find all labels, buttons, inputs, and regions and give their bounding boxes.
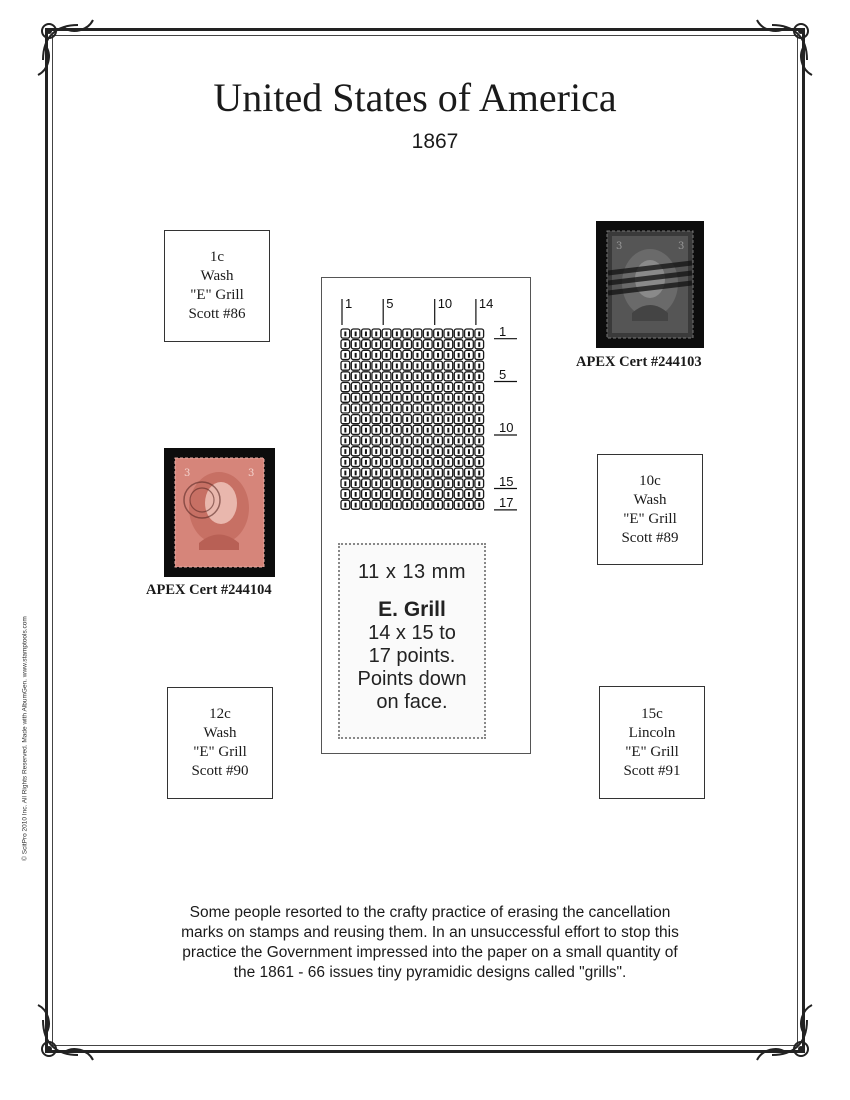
grill-point-center bbox=[416, 406, 418, 411]
stamp-scott-number: Scott #90 bbox=[191, 763, 249, 779]
grill-point-center bbox=[396, 353, 398, 358]
ruler-label-row: 10 bbox=[499, 420, 514, 435]
ruler-label-column: 1 bbox=[345, 296, 353, 311]
grill-point-center bbox=[355, 342, 357, 347]
grill-point-center bbox=[447, 439, 449, 444]
grill-point-center bbox=[447, 342, 449, 347]
grill-point-center bbox=[375, 428, 377, 433]
grill-point-center bbox=[375, 481, 377, 486]
grill-point-center bbox=[427, 342, 429, 347]
grill-point-center bbox=[458, 396, 460, 401]
grill-point-center bbox=[416, 503, 418, 508]
grill-point-center bbox=[427, 460, 429, 465]
grill-point-center bbox=[416, 439, 418, 444]
footer-paragraph bbox=[150, 903, 710, 983]
grill-point-center bbox=[427, 406, 429, 411]
grill-point-center bbox=[344, 364, 346, 369]
grill-point-center bbox=[386, 449, 388, 454]
grill-point-center bbox=[416, 364, 418, 369]
stamp-scott-number: Scott #89 bbox=[621, 529, 679, 546]
grill-point-center bbox=[447, 460, 449, 465]
grill-point-center bbox=[406, 364, 408, 369]
grill-point-center bbox=[396, 492, 398, 497]
grill-point-center bbox=[375, 342, 377, 347]
grill-point-center bbox=[375, 439, 377, 444]
grill-point-center bbox=[365, 460, 367, 465]
grill-point-center bbox=[365, 406, 367, 411]
grill-point-center bbox=[344, 332, 346, 337]
grill-point-center bbox=[437, 385, 439, 390]
grill-point-center bbox=[447, 374, 449, 379]
grill-point-center bbox=[355, 492, 357, 497]
grill-point-center bbox=[355, 417, 357, 422]
grill-point-center bbox=[365, 364, 367, 369]
grill-point-center bbox=[447, 449, 449, 454]
grill-point-center bbox=[355, 374, 357, 379]
grill-point-center bbox=[478, 492, 480, 497]
grill-point-center bbox=[355, 481, 357, 486]
ruler-label-row: 15 bbox=[499, 473, 514, 489]
grill-point-center bbox=[468, 396, 470, 401]
grill-point-center bbox=[386, 374, 388, 379]
grill-point-center bbox=[386, 353, 388, 358]
grill-point-center bbox=[437, 492, 439, 497]
grill-point-center bbox=[447, 492, 449, 497]
stamp-scott-number: Scott #91 bbox=[623, 762, 681, 779]
grill-point-center bbox=[386, 364, 388, 369]
grill-point-center bbox=[458, 364, 460, 369]
grill-point-center bbox=[437, 396, 439, 401]
grill-point-center bbox=[386, 460, 388, 465]
grill-point-center bbox=[355, 471, 357, 476]
grill-point-center bbox=[344, 417, 346, 422]
grill-point-center bbox=[386, 428, 388, 433]
grill-point-center bbox=[386, 417, 388, 422]
grill-point-center bbox=[396, 460, 398, 465]
grill-point-center bbox=[437, 471, 439, 476]
grill-point-center bbox=[447, 503, 449, 508]
grill-point-center bbox=[416, 332, 418, 337]
grill-point-center bbox=[344, 353, 346, 358]
grill-point-center bbox=[468, 449, 470, 454]
grill-size: 11 x 13 mm bbox=[358, 561, 466, 583]
grill-point-center bbox=[478, 481, 480, 486]
grill-point-center bbox=[386, 503, 388, 508]
grill-point-center bbox=[416, 353, 418, 358]
grill-point-center bbox=[355, 353, 357, 358]
svg-text:3: 3 bbox=[184, 468, 191, 479]
grill-point-center bbox=[375, 460, 377, 465]
grill-point-center bbox=[344, 503, 346, 508]
grill-point-center bbox=[406, 374, 408, 379]
stamp-engraving-rose bbox=[164, 448, 275, 577]
stamp-scott-number: Scott #86 bbox=[188, 306, 246, 322]
stamp-grill: "E" Grill bbox=[193, 744, 247, 760]
grill-point-center bbox=[396, 364, 398, 369]
grill-point-center bbox=[396, 471, 398, 476]
grill-point-center bbox=[468, 460, 470, 465]
grill-point-center bbox=[447, 332, 449, 337]
grill-point-center bbox=[386, 332, 388, 337]
ruler-label-column: 14 bbox=[478, 296, 494, 311]
grill-point-center bbox=[406, 342, 408, 347]
grill-point-center bbox=[365, 481, 367, 486]
grill-point-center bbox=[458, 374, 460, 379]
grill-point-center bbox=[396, 342, 398, 347]
grill-point-center bbox=[468, 385, 470, 390]
grill-point-center bbox=[416, 471, 418, 476]
grill-point-center bbox=[375, 449, 377, 454]
grill-point-center bbox=[478, 428, 480, 433]
grill-desc-line: on face. bbox=[376, 691, 448, 713]
grill-point-center bbox=[355, 332, 357, 337]
grill-point-center bbox=[478, 471, 480, 476]
stamp-denomination: 1c bbox=[209, 249, 225, 265]
grill-point-center bbox=[416, 396, 418, 401]
grill-desc-line: Points down bbox=[357, 668, 467, 690]
grill-point-center bbox=[458, 481, 460, 486]
grill-point-center bbox=[437, 353, 439, 358]
grill-point-center bbox=[344, 460, 346, 465]
stamp-image-rose bbox=[164, 448, 275, 577]
footer-line: marks on stamps and reusing them. In an unsuccessful effort to stop this bbox=[181, 924, 679, 941]
grill-point-center bbox=[365, 503, 367, 508]
grill-point-center bbox=[344, 428, 346, 433]
grill-point-center bbox=[344, 449, 346, 454]
grill-point-center bbox=[406, 353, 408, 358]
grill-point-center bbox=[344, 406, 346, 411]
grill-point-center bbox=[437, 417, 439, 422]
grill-point-center bbox=[406, 428, 408, 433]
grill-point-center bbox=[375, 492, 377, 497]
grill-point-center bbox=[386, 385, 388, 390]
grill-point-center bbox=[344, 471, 346, 476]
grill-point-center bbox=[355, 385, 357, 390]
grill-point-center bbox=[365, 449, 367, 454]
grill-point-center bbox=[375, 406, 377, 411]
grill-point-center bbox=[375, 471, 377, 476]
grill-point-center bbox=[396, 439, 398, 444]
grill-point-center bbox=[416, 417, 418, 422]
grill-point-center bbox=[375, 396, 377, 401]
grill-point-center bbox=[365, 396, 367, 401]
grill-point-center bbox=[365, 342, 367, 347]
grill-point-center bbox=[437, 342, 439, 347]
grill-point-center bbox=[478, 374, 480, 379]
grill-point-center bbox=[355, 396, 357, 401]
stamp-name: Wash bbox=[633, 491, 667, 508]
grill-point-center bbox=[396, 406, 398, 411]
grill-point-center bbox=[365, 428, 367, 433]
grill-point-center bbox=[468, 374, 470, 379]
grill-point-center bbox=[478, 460, 480, 465]
grill-point-center bbox=[375, 364, 377, 369]
grill-point-center bbox=[416, 449, 418, 454]
grill-point-center bbox=[344, 374, 346, 379]
grill-point-center bbox=[427, 332, 429, 337]
grill-point-center bbox=[355, 364, 357, 369]
grill-point-center bbox=[468, 406, 470, 411]
grill-point-center bbox=[468, 342, 470, 347]
grill-point-center bbox=[478, 342, 480, 347]
grill-point-center bbox=[386, 481, 388, 486]
grill-point-center bbox=[396, 374, 398, 379]
stamp-denomination: 12c bbox=[209, 706, 231, 722]
grill-point-center bbox=[406, 492, 408, 497]
footer-line: the 1861 - 66 issues tiny pyramidic designs called "grills". bbox=[233, 964, 627, 981]
grill-point-center bbox=[468, 439, 470, 444]
grill-point-center bbox=[386, 406, 388, 411]
grill-point-center bbox=[396, 503, 398, 508]
stamp-name: Wash bbox=[203, 725, 237, 741]
grill-point-center bbox=[437, 374, 439, 379]
grill-point-center bbox=[365, 374, 367, 379]
grill-point-center bbox=[437, 503, 439, 508]
grill-point-center bbox=[478, 406, 480, 411]
grill-point-center bbox=[406, 449, 408, 454]
grill-point-center bbox=[478, 396, 480, 401]
stamp-engraving-black bbox=[596, 221, 704, 348]
grill-point-center bbox=[458, 449, 460, 454]
grill-point-center bbox=[344, 385, 346, 390]
grill-point-center bbox=[416, 492, 418, 497]
grill-point-center bbox=[355, 439, 357, 444]
grill-point-center bbox=[427, 364, 429, 369]
grill-point-center bbox=[396, 332, 398, 337]
grill-point-center bbox=[427, 439, 429, 444]
svg-text:3: 3 bbox=[616, 241, 623, 252]
grill-point-center bbox=[437, 439, 439, 444]
stamp-name: Wash bbox=[200, 268, 234, 284]
grill-point-center bbox=[355, 460, 357, 465]
grill-point-center bbox=[447, 481, 449, 486]
cert-label-black-stamp: APEX Cert #244103 bbox=[576, 354, 702, 370]
grill-point-center bbox=[416, 342, 418, 347]
svg-text:3: 3 bbox=[248, 468, 255, 479]
grill-point-center bbox=[437, 406, 439, 411]
grill-point-center bbox=[478, 385, 480, 390]
ruler-label-row: 5 bbox=[499, 366, 507, 382]
grill-point-center bbox=[458, 460, 460, 465]
corner-ornament-bottom-left bbox=[33, 995, 103, 1065]
grill-name: E. Grill bbox=[378, 598, 446, 621]
grill-point-center bbox=[375, 503, 377, 508]
grill-point-center bbox=[427, 449, 429, 454]
grill-point-center bbox=[406, 439, 408, 444]
stamp-denomination: 15c bbox=[641, 705, 663, 722]
grill-point-center bbox=[406, 332, 408, 337]
ruler-label-column: 5 bbox=[386, 296, 394, 311]
grill-point-center bbox=[416, 460, 418, 465]
grill-point-center bbox=[478, 364, 480, 369]
grill-point-center bbox=[406, 385, 408, 390]
stamp-grill: "E" Grill bbox=[623, 510, 677, 527]
grill-point-center bbox=[416, 428, 418, 433]
stamp-name: Lincoln bbox=[628, 724, 676, 741]
grill-point-center bbox=[478, 417, 480, 422]
grill-point-center bbox=[375, 332, 377, 337]
grill-point-center bbox=[375, 353, 377, 358]
grill-point-center bbox=[396, 417, 398, 422]
grill-point-center bbox=[355, 428, 357, 433]
page-title: United States of America bbox=[213, 75, 617, 120]
grill-point-center bbox=[365, 353, 367, 358]
grill-point-center bbox=[386, 439, 388, 444]
grill-point-center bbox=[447, 396, 449, 401]
grill-point-center bbox=[458, 385, 460, 390]
cert-label-rose-stamp: APEX Cert #244104 bbox=[146, 582, 272, 598]
ruler-label-row: 17 bbox=[499, 494, 514, 510]
grill-point-center bbox=[375, 374, 377, 379]
grill-point-center bbox=[468, 417, 470, 422]
grill-point-center bbox=[478, 449, 480, 454]
grill-desc-line: 17 points. bbox=[368, 645, 456, 667]
grill-point-center bbox=[355, 449, 357, 454]
stamp-mount-scott-90 bbox=[167, 687, 273, 799]
grill-point-center bbox=[458, 417, 460, 422]
grill-desc-line: 14 x 15 to bbox=[368, 622, 456, 644]
stamp-mount-scott-86 bbox=[164, 230, 270, 342]
stamp-denomination: 10c bbox=[639, 472, 661, 489]
footer-line: Some people resorted to the crafty practice of erasing the cancellation bbox=[189, 904, 671, 921]
footer-line: practice the Government impressed into the paper on a small quantity of bbox=[182, 944, 678, 961]
grill-point-center bbox=[478, 439, 480, 444]
grill-point-center bbox=[468, 353, 470, 358]
grill-point-center bbox=[427, 481, 429, 486]
grill-point-center bbox=[427, 353, 429, 358]
grill-info-card bbox=[338, 543, 486, 739]
stamp-mount-scott-89 bbox=[597, 454, 703, 565]
grill-point-center bbox=[406, 417, 408, 422]
grill-point-center bbox=[468, 492, 470, 497]
grill-point-center bbox=[437, 364, 439, 369]
grill-point-center bbox=[458, 492, 460, 497]
grill-point-center bbox=[396, 385, 398, 390]
grill-point-center bbox=[396, 396, 398, 401]
grill-point-center bbox=[365, 471, 367, 476]
grill-point-center bbox=[396, 449, 398, 454]
grill-point-center bbox=[468, 364, 470, 369]
grill-point-center bbox=[344, 396, 346, 401]
grill-point-center bbox=[344, 439, 346, 444]
ruler-label-row: 1 bbox=[499, 323, 507, 339]
grill-point-center bbox=[427, 492, 429, 497]
grill-point-center bbox=[375, 385, 377, 390]
grill-point-center bbox=[365, 492, 367, 497]
grill-point-center bbox=[458, 332, 460, 337]
grill-point-center bbox=[344, 492, 346, 497]
grill-point-center bbox=[468, 471, 470, 476]
grill-point-center bbox=[458, 428, 460, 433]
grill-point-center bbox=[416, 385, 418, 390]
stamp-grill: "E" Grill bbox=[625, 743, 679, 760]
grill-point-center bbox=[458, 439, 460, 444]
grill-point-center bbox=[468, 481, 470, 486]
grill-point-center bbox=[447, 385, 449, 390]
grill-point-center bbox=[355, 406, 357, 411]
corner-ornament-bottom-right bbox=[747, 995, 817, 1065]
grill-point-center bbox=[458, 342, 460, 347]
grill-point-center bbox=[458, 406, 460, 411]
grill-point-center bbox=[365, 417, 367, 422]
grill-point-center bbox=[344, 481, 346, 486]
ruler-label-column: 10 bbox=[437, 296, 453, 311]
grill-point-center bbox=[365, 439, 367, 444]
grill-point-center bbox=[375, 417, 377, 422]
grill-point-center bbox=[427, 417, 429, 422]
grill-point-center bbox=[478, 503, 480, 508]
grill-point-center bbox=[447, 417, 449, 422]
grill-point-center bbox=[447, 353, 449, 358]
grill-point-center bbox=[427, 428, 429, 433]
grill-point-center bbox=[355, 503, 357, 508]
grill-point-center bbox=[416, 481, 418, 486]
grill-point-center bbox=[365, 385, 367, 390]
grill-point-center bbox=[406, 460, 408, 465]
grill-point-center bbox=[406, 396, 408, 401]
svg-text:3: 3 bbox=[678, 241, 685, 252]
grill-point-center bbox=[427, 374, 429, 379]
grill-point-center bbox=[416, 374, 418, 379]
grill-point-center bbox=[427, 396, 429, 401]
grill-point-center bbox=[427, 503, 429, 508]
grill-point-center bbox=[406, 481, 408, 486]
stamp-image-black bbox=[596, 221, 704, 348]
stamp-grill: "E" Grill bbox=[190, 287, 244, 303]
grill-point-center bbox=[478, 332, 480, 337]
grill-point-center bbox=[478, 353, 480, 358]
grill-point-center bbox=[437, 332, 439, 337]
grill-point-center bbox=[437, 449, 439, 454]
grill-point-center bbox=[468, 503, 470, 508]
grill-point-center bbox=[468, 428, 470, 433]
grill-point-center bbox=[427, 471, 429, 476]
grill-point-center bbox=[458, 503, 460, 508]
grill-point-center bbox=[447, 471, 449, 476]
grill-point-center bbox=[458, 353, 460, 358]
grill-point-center bbox=[437, 460, 439, 465]
page-year: 1867 bbox=[411, 130, 459, 153]
grill-point-center bbox=[458, 471, 460, 476]
grill-point-center bbox=[468, 332, 470, 337]
grill-point-center bbox=[386, 492, 388, 497]
grill-point-center bbox=[437, 481, 439, 486]
grill-point-center bbox=[406, 503, 408, 508]
grill-point-center bbox=[396, 481, 398, 486]
copyright-notice: © ScitPro 2010 Inc. All Rights Reserved. Made with AlbumGen. www.stamptools.com bbox=[21, 616, 29, 861]
grill-point-center bbox=[386, 342, 388, 347]
grill-point-center bbox=[437, 428, 439, 433]
grill-point-center bbox=[406, 471, 408, 476]
grill-point-center bbox=[447, 364, 449, 369]
grill-point-center bbox=[447, 428, 449, 433]
grill-point-center bbox=[365, 332, 367, 337]
grill-point-center bbox=[427, 385, 429, 390]
grill-point-center bbox=[386, 471, 388, 476]
grill-point-center bbox=[386, 396, 388, 401]
grill-point-center bbox=[396, 428, 398, 433]
grill-point-center bbox=[344, 342, 346, 347]
stamp-mount-scott-91 bbox=[599, 686, 705, 799]
grill-point-center bbox=[406, 406, 408, 411]
grill-point-center bbox=[447, 406, 449, 411]
